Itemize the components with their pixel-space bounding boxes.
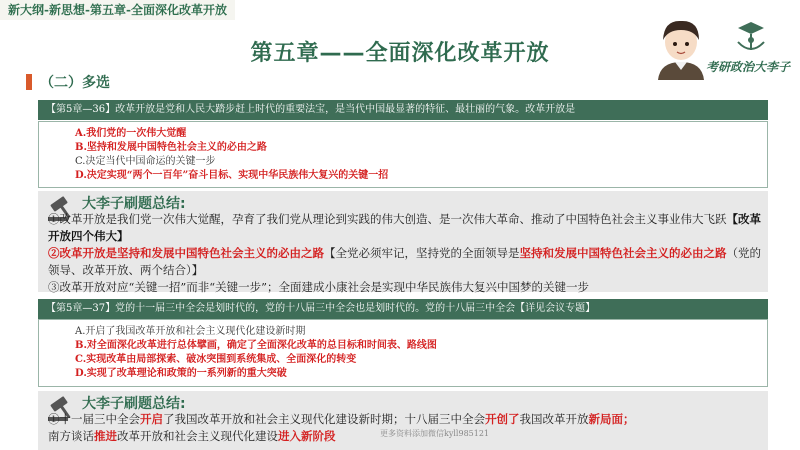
option-a: A.我们党的一次伟大觉醒	[75, 128, 187, 139]
summary-point-1: ①改革开放是我们党一次伟大觉醒，孕育了我们党从理论到实践的伟大创造、是一次伟大革命、推动了中国特色社会主义事业伟大飞跃【改革开放四个伟大】	[48, 212, 761, 243]
summary-point-2: ②改革开放是坚持和发展中国特色社会主义的必由之路【全党必须牢记，坚持党的全面领导是坚持和发展中国特色社会主义的必由之路（党的领导、改革开放、两个结合）】	[48, 246, 761, 277]
section-marker	[26, 74, 32, 90]
summary-title: 大李子刷题总结:	[82, 196, 186, 212]
breadcrumb: 新大纲-新思想-第五章-全面深化改革开放	[0, 0, 235, 20]
section-header	[26, 72, 176, 92]
summary-point-1: ①十一届三中全会开启了我国改革开放和社会主义现代化建设新时期；十八届三中全会开创了我国改革开放新局面；	[48, 412, 635, 426]
question-stem: 【第5章—36】改革开放是党和人民大踏步赶上时代的重要法宝，是当代中国最显著的特征、最壮丽的气象。改革开放是	[38, 100, 768, 120]
summary-box	[38, 391, 768, 450]
option-c: C.实现改革由局部探索、破冰突围到系统集成、全面深化的转变	[75, 354, 357, 365]
option-a: A.开启了我国改革开放和社会主义现代化建设新时期	[75, 326, 306, 337]
option-d: D.决定实现“两个一百年”奋斗目标、实现中华民族伟大复兴的关键一招	[75, 170, 389, 181]
watermark: 更多资料添加微信kyll985121	[380, 429, 490, 438]
summary-title: 大李子刷题总结:	[82, 396, 186, 412]
summary-box	[38, 191, 768, 292]
section-label: （二）多选	[40, 75, 110, 91]
question-options	[38, 319, 768, 387]
summary-point-2: 南方谈话推进改革开放和社会主义现代化建设进入新阶段	[48, 429, 336, 443]
brand-name: 考研政治大李子	[705, 60, 790, 74]
option-b: B.对全面深化改革进行总体擘画，确定了全面深化改革的总目标和时间表、路线图	[75, 340, 437, 351]
option-d: D.实现了改革理论和政策的一系列新的重大突破	[75, 368, 287, 379]
option-c: C.决定当代中国命运的关键一步	[75, 156, 216, 167]
question-stem: 【第5章—37】党的十一届三中全会是划时代的，党的十八届三中全会也是划时代的。党的十八届三中全会【详见会议专题】	[38, 299, 768, 319]
option-b: B.坚持和发展中国特色社会主义的必由之路	[75, 142, 267, 153]
summary-body	[48, 211, 764, 296]
page-title: 第五章——全面深化改革开放	[250, 41, 550, 66]
summary-point-3: ③改革开放对应“关键一招”而非“关键一步”；全面建成小康社会是实现中华民族伟大复兴中国梦的关键一步	[48, 280, 590, 294]
question-options	[38, 121, 768, 188]
